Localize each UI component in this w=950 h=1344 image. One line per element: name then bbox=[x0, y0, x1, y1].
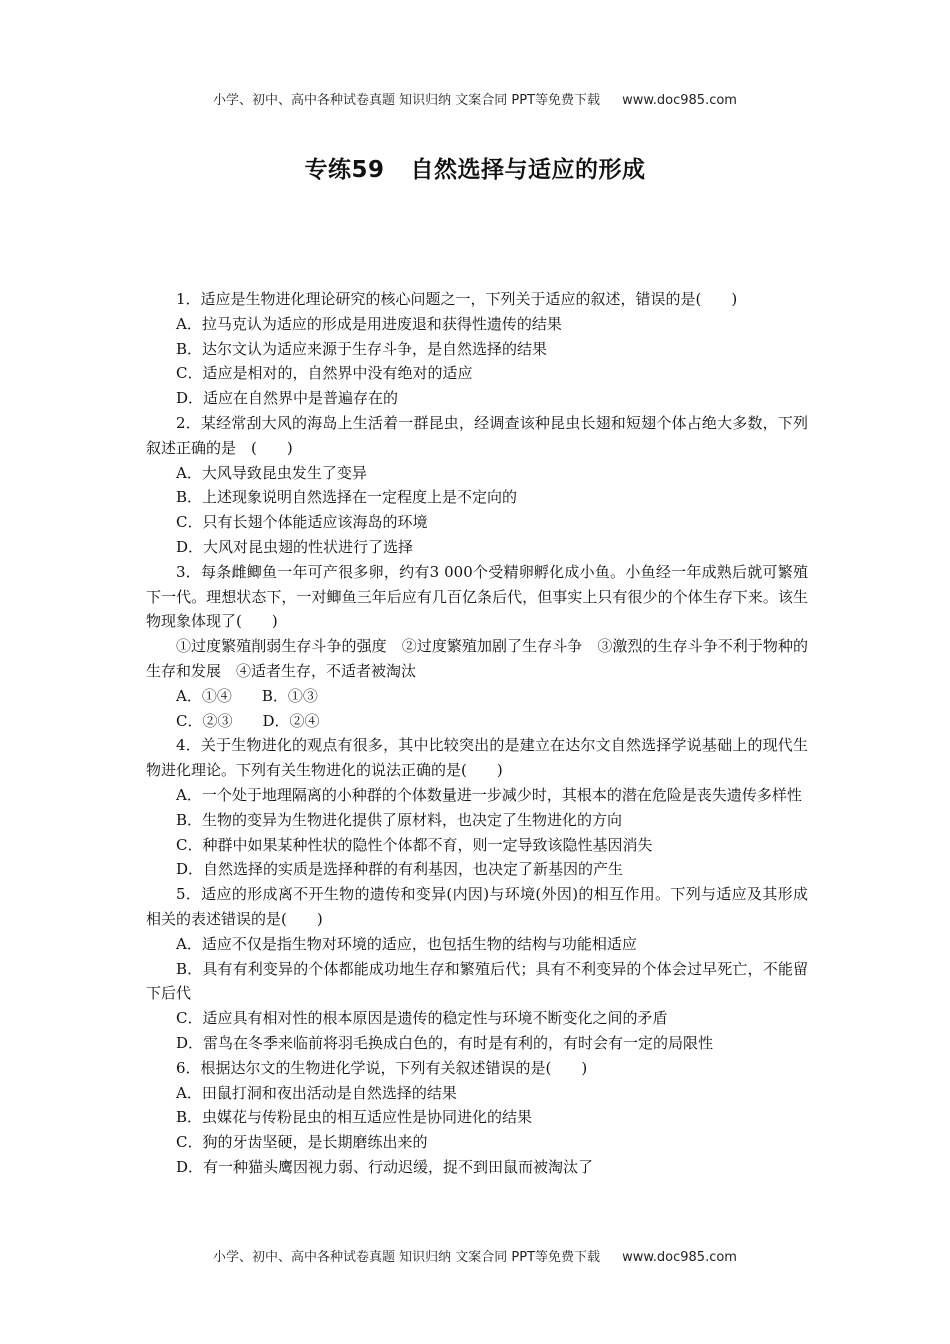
question-3-option-a: A．①④ bbox=[176, 686, 232, 705]
question-1-option-b: B．达尔文认为适应来源于生存斗争，是自然选择的结果 bbox=[176, 339, 548, 358]
question-1-option-a: A．拉马克认为适应的形成是用进废退和获得性遗传的结果 bbox=[176, 314, 562, 333]
question-6-option-d: D．有一种猫头鹰因视力弱、行动迟缓，捉不到田鼠而被淘汰了 bbox=[176, 1157, 594, 1176]
question-2-stem: 2．某经常刮大风的海岛上生活着一群昆虫，经调查该种昆虫长翅和短翅个体占绝大多数，下列叙述正确的是 ( ) bbox=[146, 413, 808, 457]
question-6-stem: 6．根据达尔文的生物进化学说，下列有关叙述错误的是( ) bbox=[176, 1058, 588, 1077]
question-1-stem: 1．适应是生物进化理论研究的核心问题之一，下列关于适应的叙述，错误的是( ) bbox=[176, 290, 738, 308]
question-3-options-row-1 bbox=[146, 684, 808, 709]
question-3-options-row-2 bbox=[146, 709, 808, 734]
banner-url[interactable]: www.doc985.com bbox=[622, 93, 737, 108]
question-4-option-a: A．一个处于地理隔离的小种群的个体数量进一步减少时，其根本的潜在危险是丧失遗传多样性 bbox=[176, 785, 802, 804]
question-2-option-d: D．大风对昆虫翅的性状进行了选择 bbox=[176, 537, 414, 556]
header-banner bbox=[0, 89, 950, 108]
page-title bbox=[0, 151, 950, 184]
footer-banner bbox=[0, 1246, 950, 1265]
question-list bbox=[146, 287, 808, 1180]
question-3-option-c: C．②③ bbox=[176, 711, 233, 730]
footer-banner-text: 小学、初中、高中各种试卷真题 知识归纳 文案合同 PPT等免费下载 bbox=[213, 1250, 601, 1265]
question-4-option-d: D．自然选择的实质是选择种群的有利基因，也决定了新基因的产生 bbox=[176, 860, 624, 879]
question-5-option-b: B．具有有利变异的个体都能成功地生存和繁殖后代；具有不利变异的个体会过早死亡，不能留下后代 bbox=[146, 959, 808, 1003]
question-5-option-c: C．适应具有相对性的根本原因是遗传的稳定性与环境不断变化之间的矛盾 bbox=[176, 1009, 668, 1028]
title-number: 专练59 bbox=[304, 157, 385, 183]
question-6-option-c: C．狗的牙齿坚硬，是长期磨练出来的 bbox=[176, 1133, 428, 1152]
question-4-stem: 4．关于生物进化的观点有很多，其中比较突出的是建立在达尔文自然选择学说基础上的现代生物进化理论。下列有关生物进化的说法正确的是( ) bbox=[146, 736, 808, 780]
question-1-option-d: D．适应在自然界中是普遍存在的 bbox=[176, 389, 399, 408]
question-2-option-a: A．大风导致昆虫发生了变异 bbox=[176, 463, 367, 482]
banner-text: 小学、初中、高中各种试卷真题 知识归纳 文案合同 PPT等免费下载 bbox=[213, 93, 601, 108]
question-6-option-a: A．田鼠打洞和夜出活动是自然选择的结果 bbox=[176, 1083, 457, 1102]
footer-banner-url[interactable]: www.doc985.com bbox=[622, 1250, 737, 1265]
question-3-stem: 3．每条雌鲫鱼一年可产很多卵，约有3 000个受精卵孵化成小鱼。小鱼经一年成熟后就可繁殖下一代。理想状态下，一对鲫鱼三年后应有几百亿条后代，但事实上只有很少的个体生存下来。该生物现象体现了( ) bbox=[146, 562, 808, 631]
question-5-stem: 5．适应的形成离不开生物的遗传和变异(内因)与环境(外因)的相互作用。下列与适应及其形成相关的表述错误的是( ) bbox=[146, 885, 808, 928]
question-6-option-b: B．虫媒花与传粉昆虫的相互适应性是协同进化的结果 bbox=[176, 1108, 533, 1127]
question-2-option-b: B．上述现象说明自然选择在一定程度上是不定向的 bbox=[176, 488, 518, 507]
question-3-option-d: D．②④ bbox=[262, 711, 320, 730]
question-3-option-b: B．①③ bbox=[261, 686, 318, 705]
question-2-option-c: C．只有长翅个体能适应该海岛的环境 bbox=[176, 513, 428, 532]
question-3-statements: ①过度繁殖削弱生存斗争的强度 ②过度繁殖加剧了生存斗争 ③激烈的生存斗争不利于物种的生存和发展 ④适者生存，不适者被淘汰 bbox=[146, 637, 808, 680]
question-4-option-b: B．生物的变异为生物进化提供了原材料，也决定了生物进化的方向 bbox=[176, 810, 623, 829]
question-5-option-a: A．适应不仅是指生物对环境的适应，也包括生物的结构与功能相适应 bbox=[176, 934, 637, 953]
question-5-option-d: D．雷鸟在冬季来临前将羽毛换成白色的，有时是有利的，有时会有一定的局限性 bbox=[176, 1033, 714, 1052]
question-4-option-c: C．种群中如果某种性状的隐性个体都不育，则一定导致该隐性基因消失 bbox=[176, 835, 653, 854]
title-name: 自然选择与适应的形成 bbox=[410, 157, 646, 183]
question-1-option-c: C．适应是相对的，自然界中没有绝对的适应 bbox=[176, 364, 473, 383]
